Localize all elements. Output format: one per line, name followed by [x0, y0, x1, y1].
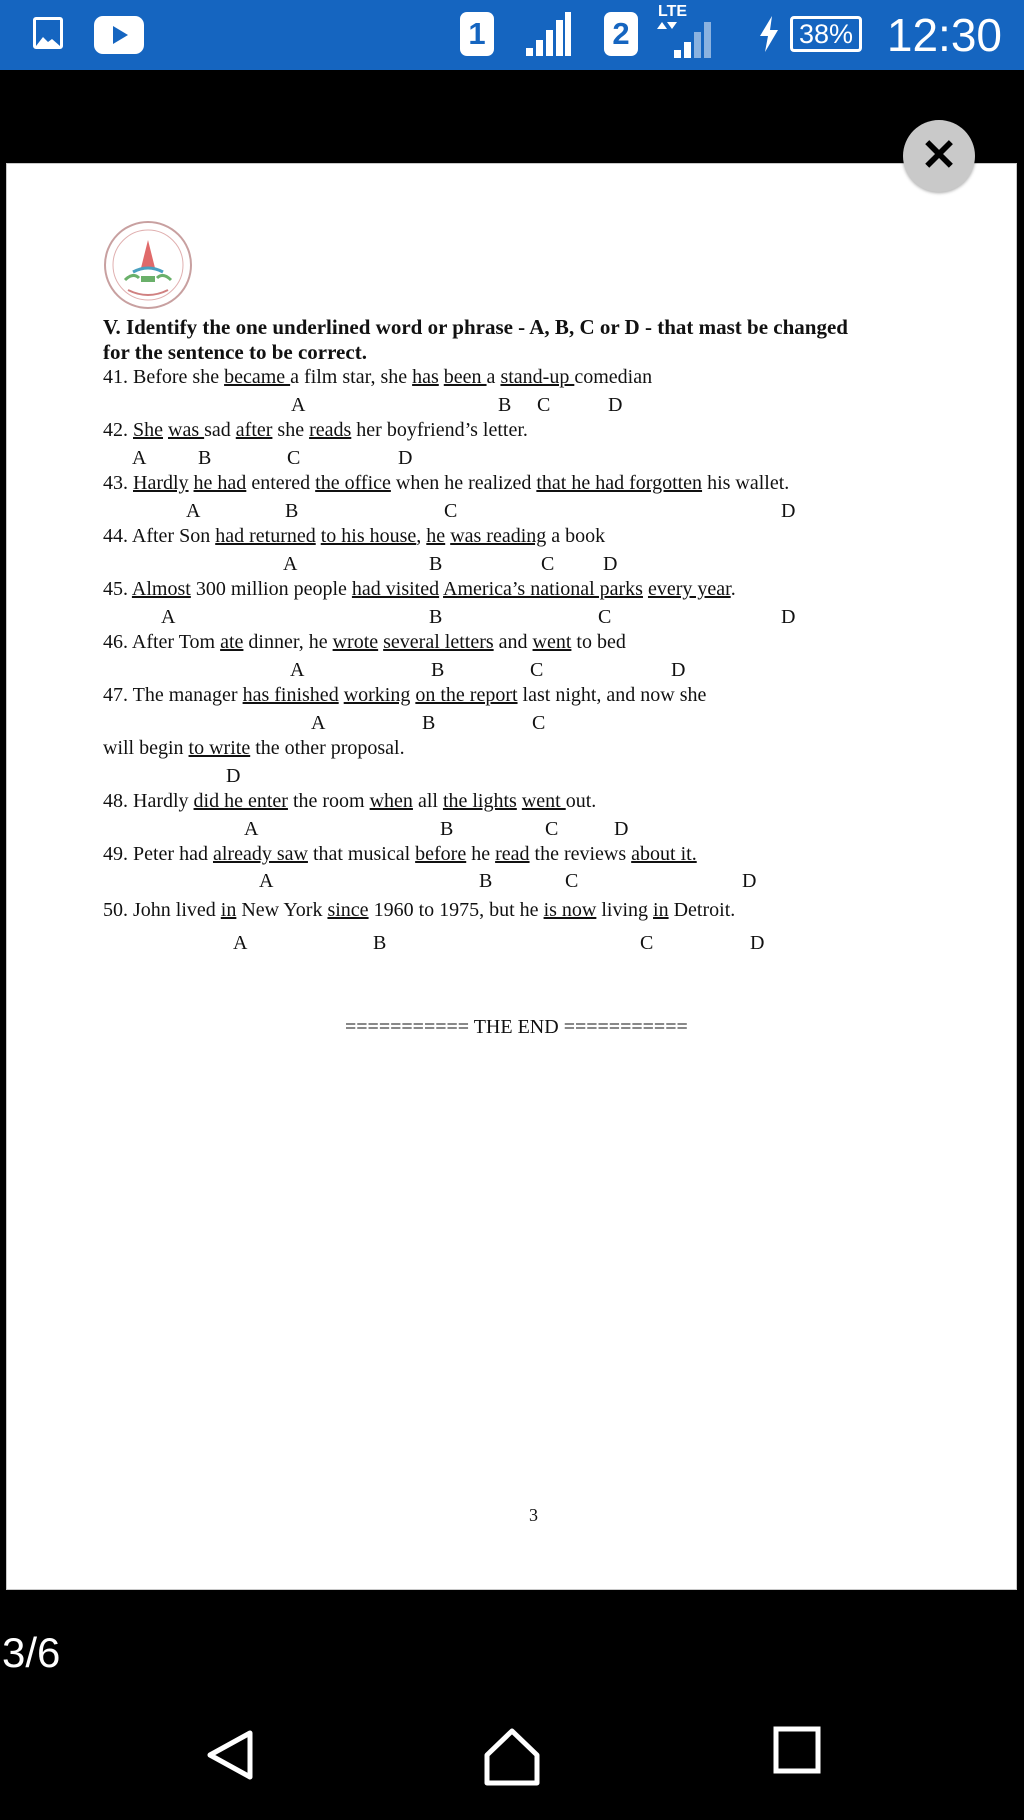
option-d: about it.: [631, 843, 697, 865]
text: living: [596, 899, 654, 921]
label-c: C: [444, 500, 458, 522]
question-47-continued: [103, 737, 405, 760]
text: all: [412, 790, 443, 812]
label-c: C: [541, 553, 555, 575]
option-a: She: [133, 419, 163, 441]
option-b: was: [168, 419, 205, 441]
question-41: [103, 366, 652, 389]
sim1-icon: 1: [460, 12, 494, 56]
option-d: reads: [309, 419, 352, 441]
label-b: B: [431, 659, 445, 681]
gallery-icon: [33, 17, 63, 49]
battery-icon: 38%: [790, 16, 862, 52]
signal-icon-2: [656, 20, 714, 58]
text: Detroit.: [668, 899, 736, 921]
option-a: Hardly: [133, 472, 189, 494]
text: New York: [236, 899, 328, 921]
option-c: the office: [315, 472, 391, 494]
label-d: D: [226, 765, 241, 787]
option-c: is now: [543, 899, 597, 921]
label-b: B: [498, 394, 512, 416]
question-50: [103, 899, 735, 922]
back-button[interactable]: [200, 1725, 260, 1785]
label-a: A: [283, 553, 298, 575]
close-icon: ✕: [920, 131, 958, 180]
label-b: B: [373, 932, 387, 954]
option-c: been: [443, 366, 487, 388]
text: she: [272, 419, 310, 441]
question-48: [103, 790, 596, 813]
question-49: [103, 843, 697, 866]
text: his wallet.: [702, 472, 790, 494]
label-b: B: [198, 447, 212, 469]
text: 47. The manager: [103, 684, 243, 706]
option-b: he had: [193, 472, 247, 494]
label-a: A: [259, 870, 274, 892]
option-d: that he had forgotten: [536, 472, 703, 494]
label-a: A: [186, 500, 201, 522]
text: a film star, she: [290, 366, 413, 388]
text: the other proposal.: [250, 737, 405, 759]
school-logo: [103, 220, 193, 310]
text: the reviews: [529, 843, 632, 865]
question-45: [103, 578, 736, 601]
sim2-icon: 2: [604, 12, 638, 56]
option-d: every year: [647, 578, 731, 600]
option-a: has finished: [242, 684, 339, 706]
option-b: wrote: [332, 631, 379, 653]
label-a: A: [161, 606, 176, 628]
text: comedian: [574, 366, 653, 388]
option-c: read: [495, 843, 530, 865]
option-c: on the report: [415, 684, 518, 706]
page-number: 3: [529, 1505, 538, 1525]
text: when he realized: [390, 472, 537, 494]
label-b: B: [440, 818, 454, 840]
option-a: already saw: [212, 843, 308, 865]
option-d: stand-up: [500, 366, 575, 388]
option-b: to his house: [320, 525, 417, 547]
question-44: [103, 525, 605, 548]
option-a: became: [224, 366, 291, 388]
text: 48. Hardly: [103, 790, 194, 812]
option-c: he: [426, 525, 446, 547]
status-bar: [0, 0, 1024, 70]
text: a book: [546, 525, 606, 547]
option-b: before: [415, 843, 467, 865]
option-b: had visited: [351, 578, 440, 600]
label-b: B: [429, 553, 443, 575]
option-d: went: [521, 790, 566, 812]
label-a: A: [311, 712, 326, 734]
close-button[interactable]: [903, 120, 975, 192]
question-47: [103, 684, 706, 707]
section-heading: V. Identify the one underlined word or phrase - A, B, C or D - that mast be changed: [103, 315, 848, 339]
text: he: [466, 843, 496, 865]
option-b: since: [327, 899, 369, 921]
option-a: did he enter: [193, 790, 288, 812]
text: 44. After Son: [103, 525, 216, 547]
text: to bed: [571, 631, 626, 653]
youtube-icon: [94, 16, 144, 54]
label-d: D: [398, 447, 413, 469]
label-c: C: [287, 447, 301, 469]
option-c: the lights: [442, 790, 517, 812]
label-d: D: [781, 500, 796, 522]
text: her boyfriend’s letter.: [351, 419, 528, 441]
text: dinner, he: [243, 631, 333, 653]
viewer-toolbar: [0, 70, 1024, 163]
text: 46. After Tom: [103, 631, 221, 653]
label-c: C: [532, 712, 546, 734]
home-button[interactable]: [481, 1725, 543, 1787]
option-b: working: [343, 684, 411, 706]
text: 42.: [103, 419, 133, 441]
text: that musical: [307, 843, 416, 865]
label-d: D: [781, 606, 796, 628]
label-b: B: [422, 712, 436, 734]
option-b: when: [369, 790, 413, 812]
option-d: in: [653, 899, 669, 921]
label-a: A: [291, 394, 306, 416]
option-a: ate: [220, 631, 244, 653]
option-c: America’s national parks: [443, 578, 643, 600]
text: 45.: [103, 578, 132, 600]
charging-icon: [758, 16, 780, 52]
text: last night, and now she: [517, 684, 707, 706]
question-46: [103, 631, 626, 654]
section-heading-2: for the sentence to be correct.: [103, 340, 367, 364]
text: sad: [204, 419, 236, 441]
label-d: D: [742, 870, 757, 892]
option-a: had returned: [215, 525, 316, 547]
label-a: A: [233, 932, 248, 954]
signal-icon: [524, 12, 572, 56]
option-a: Almost: [131, 578, 191, 600]
text: the room: [287, 790, 370, 812]
text: .: [730, 578, 736, 600]
label-a: A: [290, 659, 305, 681]
label-c: C: [565, 870, 579, 892]
label-c: C: [537, 394, 551, 416]
text: will begin: [103, 737, 189, 759]
text: 300 million people: [190, 578, 352, 600]
text: 43.: [103, 472, 133, 494]
label-b: B: [479, 870, 493, 892]
option-a: in: [220, 899, 237, 921]
label-d: D: [750, 932, 765, 954]
text: and: [493, 631, 533, 653]
option-d: to write: [188, 737, 251, 759]
text: out.: [565, 790, 597, 812]
option-b: has: [412, 366, 439, 388]
question-42: [103, 419, 528, 442]
label-a: A: [244, 818, 259, 840]
label-c: C: [530, 659, 544, 681]
label-d: D: [614, 818, 629, 840]
label-d: D: [608, 394, 623, 416]
option-d: was reading: [450, 525, 547, 547]
option-c: after: [235, 419, 273, 441]
label-c: C: [598, 606, 612, 628]
text: 41. Before she: [103, 366, 225, 388]
recents-button[interactable]: [772, 1725, 822, 1775]
page-counter: 3/6: [2, 1629, 61, 1676]
network-type: LTE: [658, 3, 688, 20]
text: a: [486, 366, 501, 388]
question-43: [103, 472, 789, 495]
text: 50. John lived: [103, 899, 221, 921]
text: ,: [416, 525, 427, 547]
label-c: C: [545, 818, 559, 840]
label-a: A: [132, 447, 147, 469]
option-c: several letters: [383, 631, 494, 653]
text: 1960 to 1975, but he: [368, 899, 544, 921]
label-d: D: [603, 553, 618, 575]
option-d: went: [532, 631, 572, 653]
the-end-text: =========== THE END ===========: [345, 1016, 688, 1038]
text: entered: [246, 472, 316, 494]
label-b: B: [429, 606, 443, 628]
clock: 12:30: [886, 9, 1002, 61]
label-c: C: [640, 932, 654, 954]
text: 49. Peter had: [103, 843, 213, 865]
label-d: D: [671, 659, 686, 681]
label-b: B: [285, 500, 299, 522]
